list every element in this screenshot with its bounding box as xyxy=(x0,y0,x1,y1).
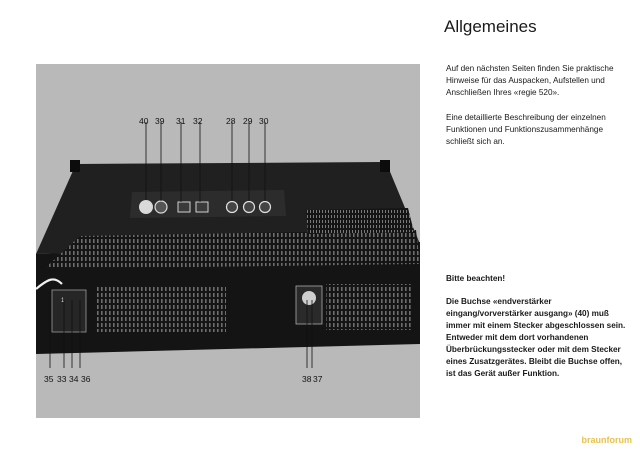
svg-text:1: 1 xyxy=(61,298,65,304)
label-29: 29 xyxy=(243,116,253,126)
label-28: 28 xyxy=(226,116,236,126)
notice-heading: Bitte beachten! xyxy=(446,274,506,283)
label-39: 39 xyxy=(155,116,165,126)
rear-vent-left xyxy=(96,286,226,332)
label-34: 34 xyxy=(69,374,79,384)
socket-28 xyxy=(227,202,238,213)
socket-40 xyxy=(139,200,153,214)
watermark: braunforum xyxy=(581,435,632,445)
intro-paragraph-1: Auf den nächsten Seiten finden Sie praktische Hinweise für das Auspacken, Aufstellen und Anschließen Ihres «regie 520». xyxy=(446,64,614,97)
page-title: Allgemeines xyxy=(444,17,537,36)
label-35: 35 xyxy=(44,374,54,384)
label-36: 36 xyxy=(81,374,91,384)
notice-body: Die Buchse «endverstärker eingang/vorverstärker ausgang» (40) muß immer mit einem Stecker abgeschlossen sein. Entweder mit dem dort vorhandenen Überbrückungsstecker oder mit dem Stecker eines Zusatzgerätes. Bleibt die Buchse offen, ist das Gerät außer Funktion. xyxy=(446,297,626,378)
socket-39 xyxy=(155,201,167,213)
socket-29 xyxy=(244,202,255,213)
socket-30 xyxy=(260,202,271,213)
rear-vent-right xyxy=(326,284,412,330)
intro-paragraph-2: Eine detaillierte Beschreibung der einzelnen Funktionen und Funktionszusammenhänge schließt sich an. xyxy=(446,113,606,146)
socket-31 xyxy=(178,202,190,212)
speaker-terminals xyxy=(52,290,86,332)
label-32: 32 xyxy=(193,116,203,126)
label-40: 40 xyxy=(139,116,149,126)
socket-32 xyxy=(196,202,208,212)
label-38: 38 xyxy=(302,374,312,384)
label-31: 31 xyxy=(176,116,186,126)
label-37: 37 xyxy=(313,374,323,384)
label-30: 30 xyxy=(259,116,269,126)
top-vent xyxy=(44,230,420,269)
label-33: 33 xyxy=(57,374,67,384)
